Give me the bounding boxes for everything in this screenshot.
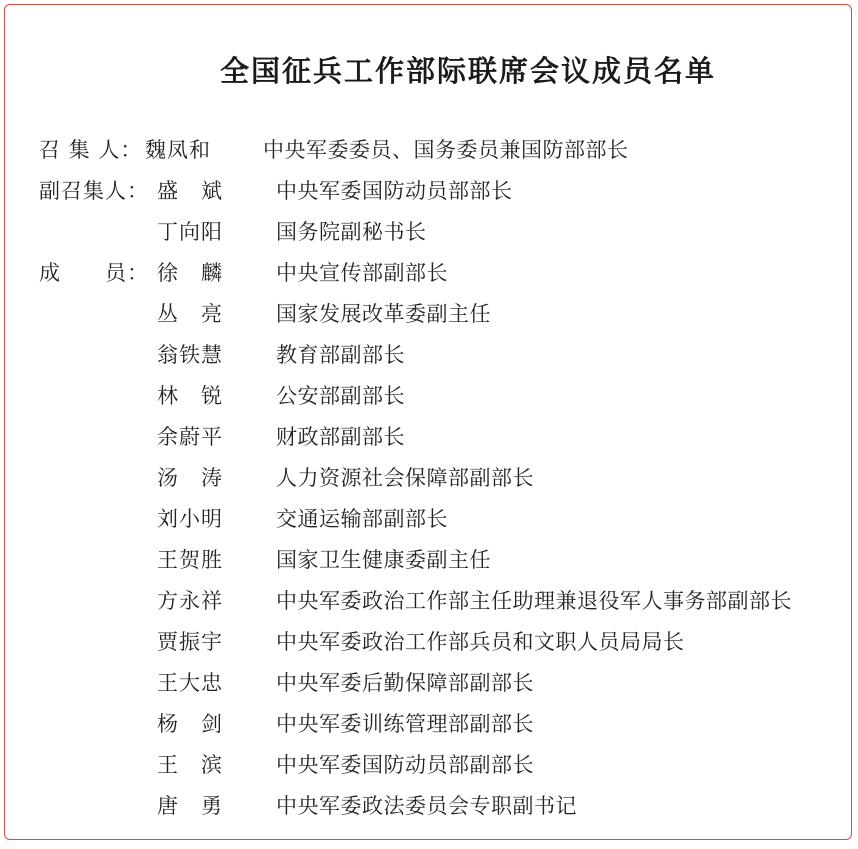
member-position: 中央军委国防动员部部长 <box>276 179 513 203</box>
member-position: 公安部副部长 <box>276 384 405 408</box>
member-row <box>5 709 851 750</box>
member-name: 刘小明 <box>157 507 223 531</box>
member-position: 财政部副部长 <box>276 425 405 449</box>
member-row <box>5 176 851 217</box>
member-list <box>5 135 851 832</box>
member-name: 徐 麟 <box>157 261 223 285</box>
member-name: 汤 涛 <box>157 466 223 490</box>
member-position: 中央军委政治工作部主任助理兼退役军人事务部副部长 <box>276 589 792 613</box>
member-row <box>5 422 851 463</box>
member-role: 召 集 人： <box>39 138 143 162</box>
member-row <box>5 217 851 258</box>
member-name: 余蔚平 <box>157 425 223 449</box>
member-name: 贾振宇 <box>157 630 223 654</box>
member-position: 人力资源社会保障部副部长 <box>276 466 534 490</box>
member-position: 中央军委后勤保障部副部长 <box>276 671 534 695</box>
member-position: 中央军委训练管理部副部长 <box>276 712 534 736</box>
member-position: 中央军委国防动员部副部长 <box>276 753 534 777</box>
member-position: 中央宣传部副部长 <box>276 261 448 285</box>
member-name: 丛 亮 <box>157 302 223 326</box>
member-row <box>5 668 851 709</box>
member-position: 国家卫生健康委副主任 <box>276 548 491 572</box>
member-position: 国家发展改革委副主任 <box>276 302 491 326</box>
member-role: 副召集人： <box>39 179 149 203</box>
member-row <box>5 135 851 176</box>
member-position: 交通运输部副部长 <box>276 507 448 531</box>
member-name: 林 锐 <box>157 384 223 408</box>
member-name: 魏凤和 <box>145 138 211 162</box>
member-row <box>5 586 851 627</box>
document-page <box>4 4 852 840</box>
member-name: 翁铁慧 <box>157 343 223 367</box>
member-row <box>5 627 851 668</box>
member-row <box>5 504 851 545</box>
member-position: 中央军委政法委员会专职副书记 <box>276 794 577 818</box>
member-name: 王大忠 <box>157 671 223 695</box>
member-row <box>5 258 851 299</box>
member-row <box>5 545 851 586</box>
member-role: 成 员： <box>39 261 149 285</box>
member-position: 教育部副部长 <box>276 343 405 367</box>
member-row <box>5 299 851 340</box>
member-row <box>5 381 851 422</box>
member-name: 丁向阳 <box>157 220 223 244</box>
member-name: 王 滨 <box>157 753 223 777</box>
member-row <box>5 340 851 381</box>
document-title: 全国征兵工作部际联席会议成员名单 <box>219 54 716 88</box>
member-name: 唐 勇 <box>157 794 223 818</box>
member-name: 盛 斌 <box>157 179 223 203</box>
member-row <box>5 791 851 832</box>
member-name: 王贺胜 <box>157 548 223 572</box>
member-name: 杨 剑 <box>157 712 223 736</box>
member-row <box>5 463 851 504</box>
member-name: 方永祥 <box>157 589 223 613</box>
member-position: 国务院副秘书长 <box>276 220 427 244</box>
member-row <box>5 750 851 791</box>
member-position: 中央军委政治工作部兵员和文职人员局局长 <box>276 630 685 654</box>
member-position: 中央军委委员、国务委员兼国防部部长 <box>263 138 629 162</box>
